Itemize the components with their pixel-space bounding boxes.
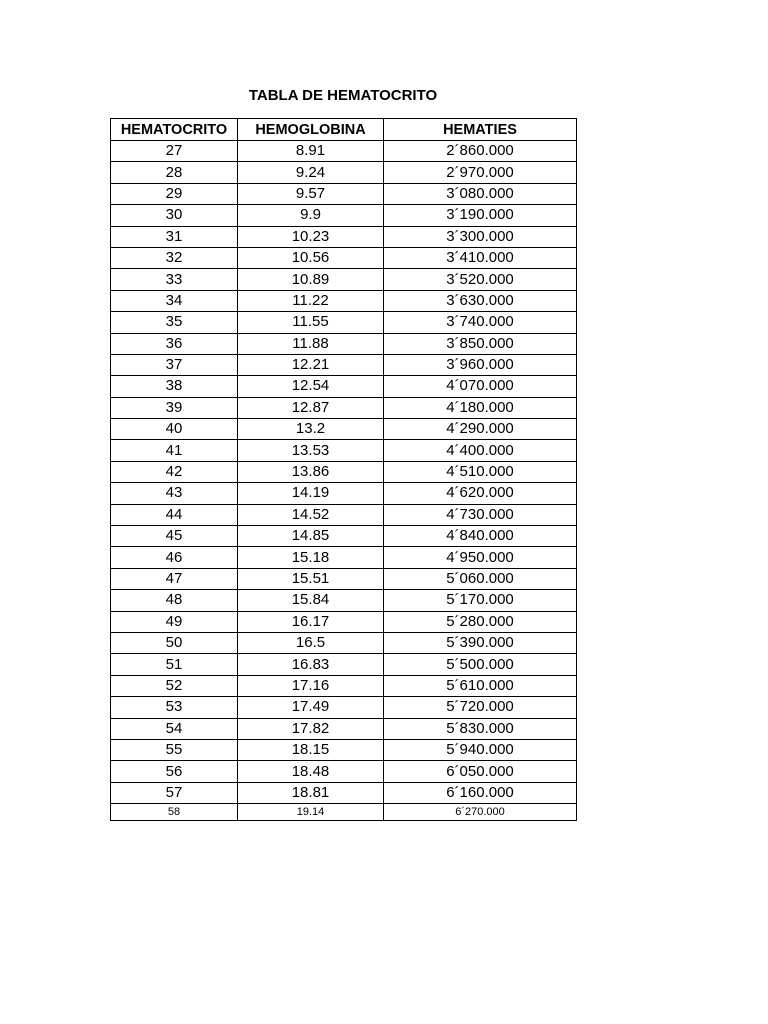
table-row xyxy=(111,290,577,311)
hematocrito-cell: 48 xyxy=(111,590,238,611)
hematies-cell: 5´170.000 xyxy=(384,590,577,611)
hematocrito-cell: 46 xyxy=(111,547,238,568)
hematies-cell: 2´970.000 xyxy=(384,162,577,183)
hematies-cell: 4´400.000 xyxy=(384,440,577,461)
hematies-cell: 5´720.000 xyxy=(384,697,577,718)
table-row xyxy=(111,419,577,440)
hemoglobina-cell: 13.2 xyxy=(238,419,384,440)
hematocrito-cell: 42 xyxy=(111,461,238,482)
hemoglobina-cell: 14.52 xyxy=(238,504,384,525)
hematocrito-cell: 32 xyxy=(111,247,238,268)
hematies-cell: 3´740.000 xyxy=(384,312,577,333)
table-body xyxy=(111,141,577,821)
table-row xyxy=(111,504,577,525)
hematies-cell: 3´190.000 xyxy=(384,205,577,226)
hematocrito-cell: 33 xyxy=(111,269,238,290)
hematies-cell: 5´940.000 xyxy=(384,739,577,760)
hematocrit-table xyxy=(110,118,577,821)
hemoglobina-cell: 8.91 xyxy=(238,141,384,162)
hematocrito-cell: 30 xyxy=(111,205,238,226)
table-row xyxy=(111,654,577,675)
hematocrito-cell: 43 xyxy=(111,483,238,504)
table-row xyxy=(111,269,577,290)
hemoglobina-cell: 17.82 xyxy=(238,718,384,739)
hematies-cell: 4´730.000 xyxy=(384,504,577,525)
table-row xyxy=(111,761,577,782)
hematies-cell: 3´080.000 xyxy=(384,183,577,204)
hematocrito-cell: 57 xyxy=(111,782,238,803)
table-row xyxy=(111,205,577,226)
hemoglobina-cell: 17.16 xyxy=(238,675,384,696)
table-row xyxy=(111,697,577,718)
table-row xyxy=(111,333,577,354)
hemoglobina-cell: 11.55 xyxy=(238,312,384,333)
hematies-cell: 2´860.000 xyxy=(384,141,577,162)
hematocrito-cell: 31 xyxy=(111,226,238,247)
table-row xyxy=(111,376,577,397)
table-row xyxy=(111,718,577,739)
hematies-cell: 3´410.000 xyxy=(384,247,577,268)
hemoglobina-cell: 18.15 xyxy=(238,739,384,760)
hemoglobina-cell: 17.49 xyxy=(238,697,384,718)
hematocrito-cell: 41 xyxy=(111,440,238,461)
hematocrito-cell: 54 xyxy=(111,718,238,739)
hematies-cell: 3´520.000 xyxy=(384,269,577,290)
table-row xyxy=(111,739,577,760)
hematocrito-cell: 47 xyxy=(111,568,238,589)
hemoglobina-cell: 9.24 xyxy=(238,162,384,183)
hemoglobina-cell: 18.48 xyxy=(238,761,384,782)
hematies-cell: 4´510.000 xyxy=(384,461,577,482)
hematocrito-cell: 44 xyxy=(111,504,238,525)
table-row xyxy=(111,183,577,204)
hematies-cell: 4´070.000 xyxy=(384,376,577,397)
hematocrito-cell: 27 xyxy=(111,141,238,162)
table-row xyxy=(111,354,577,375)
table-row xyxy=(111,632,577,653)
hematocrito-cell: 49 xyxy=(111,611,238,632)
hemoglobina-cell: 18.81 xyxy=(238,782,384,803)
column-header-hematies: HEMATIES xyxy=(384,119,577,141)
hematies-cell: 3´850.000 xyxy=(384,333,577,354)
hematocrito-cell: 29 xyxy=(111,183,238,204)
table-row xyxy=(111,226,577,247)
hematocrito-cell: 45 xyxy=(111,526,238,547)
hemoglobina-cell: 16.5 xyxy=(238,632,384,653)
table-row xyxy=(111,590,577,611)
hematocrito-cell: 51 xyxy=(111,654,238,675)
hematies-cell: 5´390.000 xyxy=(384,632,577,653)
hematocrito-cell: 50 xyxy=(111,632,238,653)
table-row xyxy=(111,804,577,821)
hematocrito-cell: 35 xyxy=(111,312,238,333)
table-row xyxy=(111,782,577,803)
hematies-cell: 5´610.000 xyxy=(384,675,577,696)
hematies-cell: 5´060.000 xyxy=(384,568,577,589)
hematies-cell: 6´050.000 xyxy=(384,761,577,782)
hemoglobina-cell: 11.22 xyxy=(238,290,384,311)
hematies-cell: 4´290.000 xyxy=(384,419,577,440)
hematies-cell: 4´620.000 xyxy=(384,483,577,504)
hematies-cell: 5´830.000 xyxy=(384,718,577,739)
hemoglobina-cell: 10.23 xyxy=(238,226,384,247)
table-row xyxy=(111,397,577,418)
hemoglobina-cell: 12.87 xyxy=(238,397,384,418)
hematies-cell: 4´950.000 xyxy=(384,547,577,568)
hemoglobina-cell: 15.51 xyxy=(238,568,384,589)
hematocrito-cell: 38 xyxy=(111,376,238,397)
hemoglobina-cell: 16.83 xyxy=(238,654,384,675)
hemoglobina-cell: 13.86 xyxy=(238,461,384,482)
column-header-hemoglobina: HEMOGLOBINA xyxy=(238,119,384,141)
hematies-cell: 5´280.000 xyxy=(384,611,577,632)
hemoglobina-cell: 10.56 xyxy=(238,247,384,268)
hematocrito-cell: 40 xyxy=(111,419,238,440)
hematies-cell: 3´960.000 xyxy=(384,354,577,375)
hematocrito-cell: 34 xyxy=(111,290,238,311)
table-row xyxy=(111,312,577,333)
hemoglobina-cell: 9.9 xyxy=(238,205,384,226)
table-row xyxy=(111,547,577,568)
hematocrito-cell: 58 xyxy=(111,804,238,821)
table-row xyxy=(111,461,577,482)
table-row xyxy=(111,141,577,162)
table-row xyxy=(111,675,577,696)
hemoglobina-cell: 15.18 xyxy=(238,547,384,568)
hematocrito-cell: 53 xyxy=(111,697,238,718)
column-header-hematocrito: HEMATOCRITO xyxy=(111,119,238,141)
hemoglobina-cell: 11.88 xyxy=(238,333,384,354)
hemoglobina-cell: 19.14 xyxy=(238,804,384,821)
hemoglobina-cell: 13.53 xyxy=(238,440,384,461)
hemoglobina-cell: 16.17 xyxy=(238,611,384,632)
hemoglobina-cell: 12.54 xyxy=(238,376,384,397)
hematocrito-cell: 52 xyxy=(111,675,238,696)
hematocrito-cell: 37 xyxy=(111,354,238,375)
hematies-cell: 3´630.000 xyxy=(384,290,577,311)
hemoglobina-cell: 10.89 xyxy=(238,269,384,290)
hematies-cell: 4´840.000 xyxy=(384,526,577,547)
table-header-row xyxy=(111,119,577,141)
table-row xyxy=(111,247,577,268)
hematies-cell: 4´180.000 xyxy=(384,397,577,418)
hemoglobina-cell: 14.85 xyxy=(238,526,384,547)
hematies-cell: 6´160.000 xyxy=(384,782,577,803)
table-row xyxy=(111,483,577,504)
hemoglobina-cell: 14.19 xyxy=(238,483,384,504)
page-title: TABLA DE HEMATOCRITO xyxy=(248,87,438,104)
hematocrito-cell: 39 xyxy=(111,397,238,418)
hematies-cell: 6´270.000 xyxy=(384,804,577,821)
table-row xyxy=(111,440,577,461)
hematocrito-cell: 28 xyxy=(111,162,238,183)
hematies-cell: 3´300.000 xyxy=(384,226,577,247)
hemoglobina-cell: 15.84 xyxy=(238,590,384,611)
table-row xyxy=(111,162,577,183)
hemoglobina-cell: 9.57 xyxy=(238,183,384,204)
table-row xyxy=(111,611,577,632)
hematocrito-cell: 55 xyxy=(111,739,238,760)
hematocrito-cell: 36 xyxy=(111,333,238,354)
hematies-cell: 5´500.000 xyxy=(384,654,577,675)
hematocrito-cell: 56 xyxy=(111,761,238,782)
table-row xyxy=(111,568,577,589)
table-row xyxy=(111,526,577,547)
hemoglobina-cell: 12.21 xyxy=(238,354,384,375)
